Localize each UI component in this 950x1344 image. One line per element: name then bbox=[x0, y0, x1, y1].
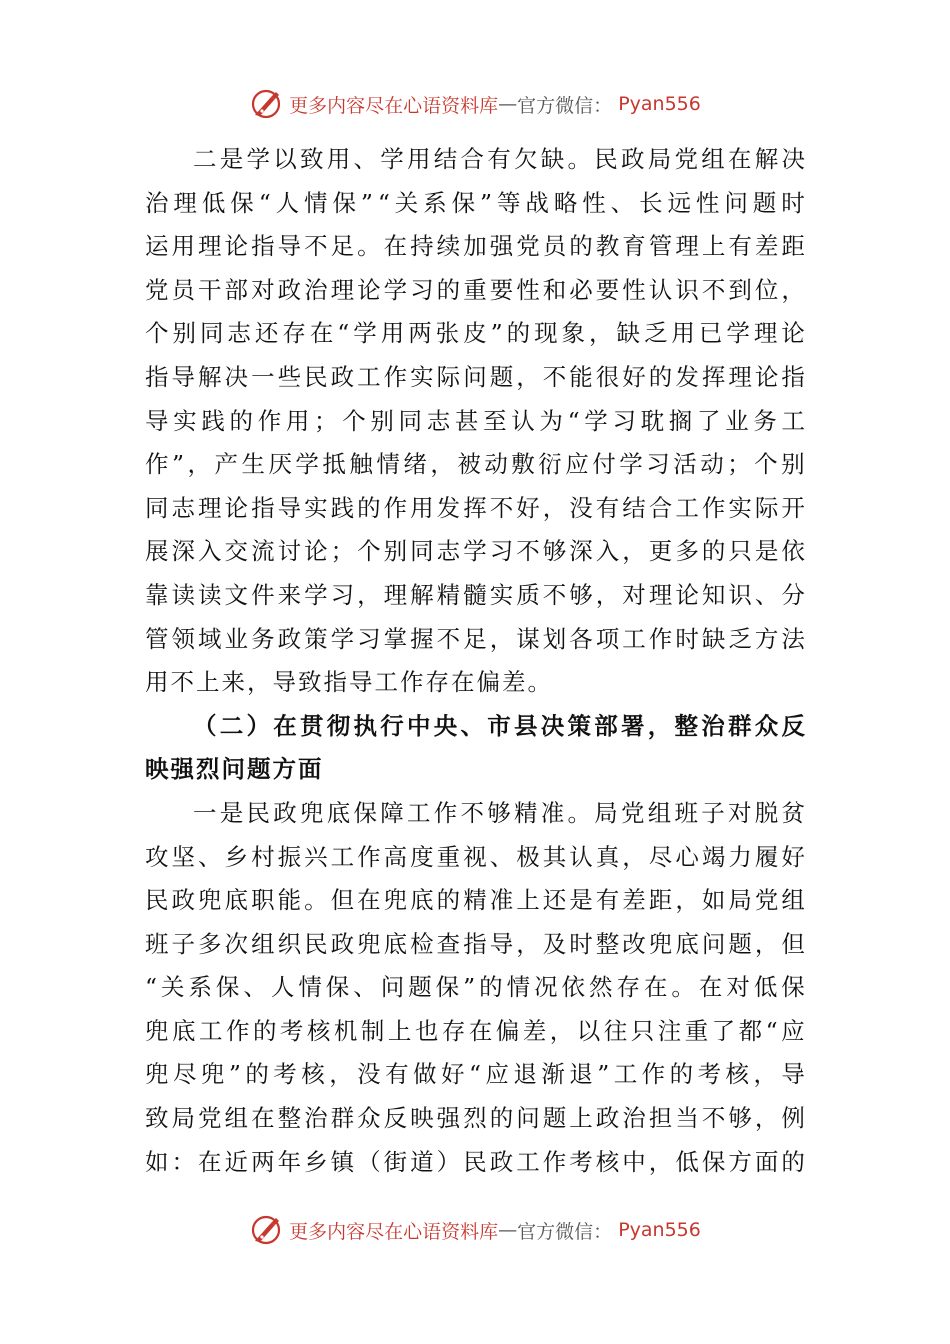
banner-wechat-id: Pyan556 bbox=[618, 93, 701, 115]
body-text bbox=[145, 138, 805, 1184]
text-line: 二 是 学 以 致 用 、 学 用 结 合 有 欠 缺 。 民 政 局 党 组 在 解 决 bbox=[193, 145, 805, 173]
text-line: 映强烈问题方面 bbox=[145, 755, 324, 784]
text-line: 运 用 理 论 指 导 不 足 。 在 持 续 加 强 党 员 的 教 育 管 理 上 有 差 距 bbox=[145, 232, 805, 261]
text-line: 致 局 党 组 在 整 治 群 众 反 映 强 烈 的 问 题 上 政 治 担 当 不 够 ， 例 bbox=[145, 1104, 805, 1133]
text-line: 如 ： 在 近 两 年 乡 镇 （ 街 道 ） 民 政 工 作 考 核 中 ， 低 保 方 面 的 bbox=[145, 1147, 805, 1176]
text-line: 靠 读 读 文 件 来 学 习 ， 理 解 精 髓 实 质 不 够 ， 对 理 论 知 识 、 分 bbox=[145, 580, 805, 609]
banner-site-name: 更多内容尽在心语资料库 bbox=[289, 94, 499, 117]
header-banner bbox=[0, 84, 950, 124]
text-line: 攻 坚 、 乡 村 振 兴 工 作 高 度 重 视 、 极 其 认 真 ， 尽 心 竭 力 履 好 bbox=[145, 842, 805, 871]
banner-site-name: 更多内容尽在心语资料库 bbox=[289, 1220, 499, 1243]
banner-dash: — bbox=[498, 93, 518, 115]
text-line: 治 理 低 保 “ 人 情 保 ” “ 关 系 保 ” 等 战 略 性 、 长 远 性 问 题 时 bbox=[145, 188, 805, 217]
pen-nib-logo-icon bbox=[249, 1213, 283, 1247]
text-line: 兜 尽 兜 ” 的 考 核 ， 没 有 做 好 “ 应 退 渐 退 ” 工 作 的 考 核 ， 导 bbox=[145, 1060, 805, 1089]
banner-dash: — bbox=[498, 1219, 518, 1241]
text-line: 导 实 践 的 作 用 ； 个 别 同 志 甚 至 认 为 “ 学 习 耽 搁 了 业 务 工 bbox=[145, 406, 805, 435]
text-line: 个 别 同 志 还 存 在 “ 学 用 两 张 皮 ” 的 现 象 ， 缺 乏 用 已 学 理 论 bbox=[145, 319, 805, 348]
text-line: 展 深 入 交 流 讨 论 ； 个 别 同 志 学 习 不 够 深 入 ， 更 多 的 只 是 依 bbox=[145, 537, 805, 566]
footer-banner bbox=[0, 1210, 950, 1250]
text-line: 指 导 解 决 一 些 民 政 工 作 实 际 问 题 ， 不 能 很 好 的 发 挥 理 论 指 bbox=[145, 362, 805, 391]
text-line: 作 ” ， 产 生 厌 学 抵 触 情 绪 ， 被 动 敷 衍 应 付 学 习 活 动 ； 个 别 bbox=[145, 450, 805, 479]
text-line: “ 关 系 保 、 人 情 保 、 问 题 保 ” 的 情 况 依 然 存 在 。 在 对 低 保 bbox=[145, 973, 805, 1002]
text-line: 兜 底 工 作 的 考 核 机 制 上 也 存 在 偏 差 ， 以 往 只 注 重 了 都 “ 应 bbox=[145, 1016, 805, 1045]
pen-nib-logo-icon bbox=[249, 87, 283, 121]
text-line: 管 领 域 业 务 政 策 学 习 掌 握 不 足 ， 谋 划 各 项 工 作 时 缺 乏 方 法 bbox=[145, 624, 805, 653]
text-line: 班 子 多 次 组 织 民 政 兜 底 检 查 指 导 ， 及 时 整 改 兜 底 问 题 ， 但 bbox=[145, 929, 805, 958]
text-line: 民 政 兜 底 职 能 。 但 在 兜 底 的 精 准 上 还 是 有 差 距 ， 如 局 党 组 bbox=[145, 886, 805, 915]
banner-wechat-label: 官方微信： bbox=[517, 1220, 613, 1243]
banner-wechat-label: 官方微信： bbox=[517, 94, 613, 117]
banner-wechat-id: Pyan556 bbox=[618, 1219, 701, 1241]
text-line: 用不上来，导致指导工作存在偏差。 bbox=[145, 668, 553, 697]
text-line: （ 二 ） 在 贯 彻 执 行 中 央 、 市 县 决 策 部 署 ， 整 治 群 众 反 bbox=[193, 711, 805, 740]
text-line: 同 志 理 论 指 导 实 践 的 作 用 发 挥 不 好 ， 没 有 结 合 工 作 实 际 开 bbox=[145, 493, 805, 522]
text-line: 党 员 干 部 对 政 治 理 论 学 习 的 重 要 性 和 必 要 性 认 识 不 到 位 ， bbox=[145, 275, 805, 304]
text-line: 一 是 民 政 兜 底 保 障 工 作 不 够 精 准 。 局 党 组 班 子 对 脱 贫 bbox=[193, 798, 805, 827]
